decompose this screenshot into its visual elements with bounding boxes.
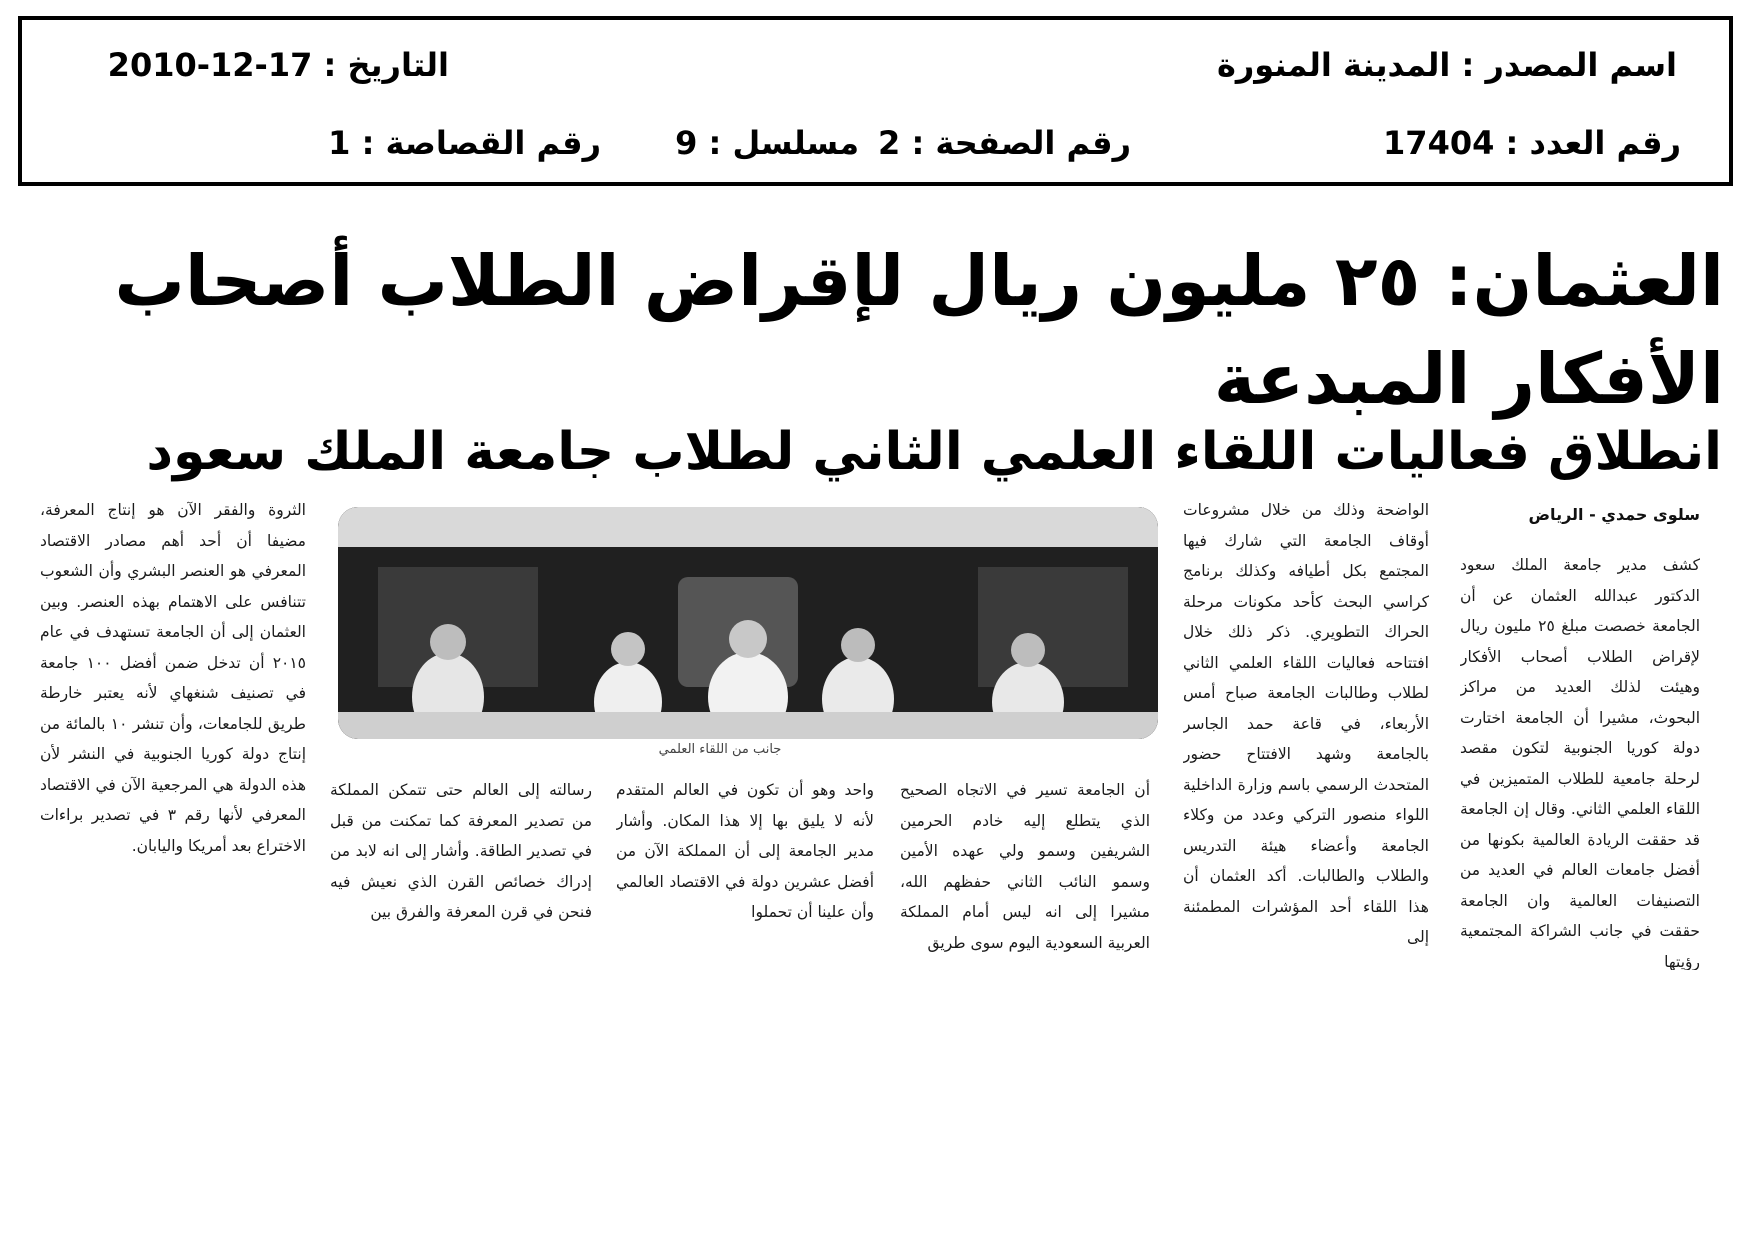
byline: سلوى حمدي - الرياض [1528,505,1700,524]
photo-caption: جانب من اللقاء العلمي [658,742,782,757]
article-column-6: الثروة والفقر الآن هو إنتاج المعرفة، مضيفا أن أحد أهم مصادر الاقتصاد المعرفي هو العنصر البشري وأن الشعوب تتنافس على الاهتمام بهذه العنصر. وبين العثمان إلى أن الجامعة تستهدف في عام ٢٠١٥ أن تدخل ضمن أفضل ١٠٠ جامعة في تصنيف شنغهاي لأنه يعتبر خارطة طريق للجامعات، وأن تنشر ١٠ بالمائة من إنتاج دولة كوريا الجنوبية في النشر لأن هذه الدولة هي المرجعية الآن في الاقتصاد المعرفي لأنها رقم ٣ في تصدير براءات الاختراع بعد أمريكا واليابان. [40,501,306,855]
clipping-header [18,16,1733,186]
headline-line-2: الأفكار المبدعة [1213,338,1724,420]
article-column-3: أن الجامعة تسير في الاتجاه الصحيح الذي يتطلع إليه خادم الحرمين الشريفين وسمو ولي عهده الأمين وسمو النائب الثاني حفظهم الله، مشيرا إلى انه ليس أمام المملكة العربية السعودية اليوم سوى طريق [900,781,1150,952]
event-photo-illustration [338,507,1158,739]
publication-date: التاريخ : 17-12-2010 [107,46,449,84]
article-column-2: الواضحة وذلك من خلال مشروعات أوقاف الجامعة التي شارك فيها المجتمع بكل أطيافه وكذلك برنامج كراسي البحث كأحد مكونات مرحلة الحراك التطويري. ذكر ذلك خلال افتتاحه فعاليات اللقاء العلمي الثاني لطلاب وطالبات الجامعة صباح أمس الأربعاء، في قاعة حمد الجاسر بالجامعة وشهد الافتتاح حضور المتحدث الرسمي باسم وزارة الداخلية اللواء منصور التركي وعدد من وكلاء الجامعة وأعضاء هيئة التدريس والطلاب والطالبات. أكد العثمان أن هذا اللقاء أحد المؤشرات المطمئنة إلى [1183,501,1429,946]
headline-line-1: العثمان: ٢٥ مليون ريال لإقراض الطلاب أصحاب [114,240,1724,322]
page-number: رقم الصفحة : 2 [878,124,1131,162]
article-column-5: رسالته إلى العالم حتى تتمكن المملكة من تصدير المعرفة كما تمكنت من قبل في تصدير الطاقة. وأشار إلى انه لابد من إدراك خصائص القرن الذي نعيش فيه فنحن في قرن المعرفة والفرق بين [330,781,592,921]
serial-number: مسلسل : 9 [675,124,859,162]
issue-number: رقم العدد : 17404 [1383,124,1681,162]
article-column-4: واحد وهو أن تكون في العالم المتقدم لأنه لا يليق بها إلا هذا المكان. وأشار مدير الجامعة إلى أن المملكة الآن من أفضل عشرين دولة في الاقتصاد العالمي وأن علينا أن تحملوا [616,781,874,921]
event-photo [338,507,1158,739]
source-name: اسم المصدر : المدينة المنورة [1216,46,1677,84]
article-column-1: كشف مدير جامعة الملك سعود الدكتور عبدالله العثمان عن أن الجامعة خصصت مبلغ ٢٥ مليون ريال لإقراض الطلاب أصحاب الأفكار وهيئت لذلك العديد من مراكز البحوث، مشيرا أن الجامعة اختارت دولة كوريا الجنوبية لتكون مقصد لرحلة جامعية للطلاب المتميزين في اللقاء العلمي الثاني. وقال إن الجامعة قد حققت الريادة العالمية بكونها من أفضل جامعات العالم في العديد من التصنيفات العالمية وان الجامعة حققت في جانب الشراكة المجتمعية رؤيتها [1460,556,1700,970]
sub-headline: انطلاق فعاليات اللقاء العلمي الثاني لطلاب جامعة الملك سعود [146,422,1722,482]
clipping-number: رقم القصاصة : 1 [328,124,601,162]
